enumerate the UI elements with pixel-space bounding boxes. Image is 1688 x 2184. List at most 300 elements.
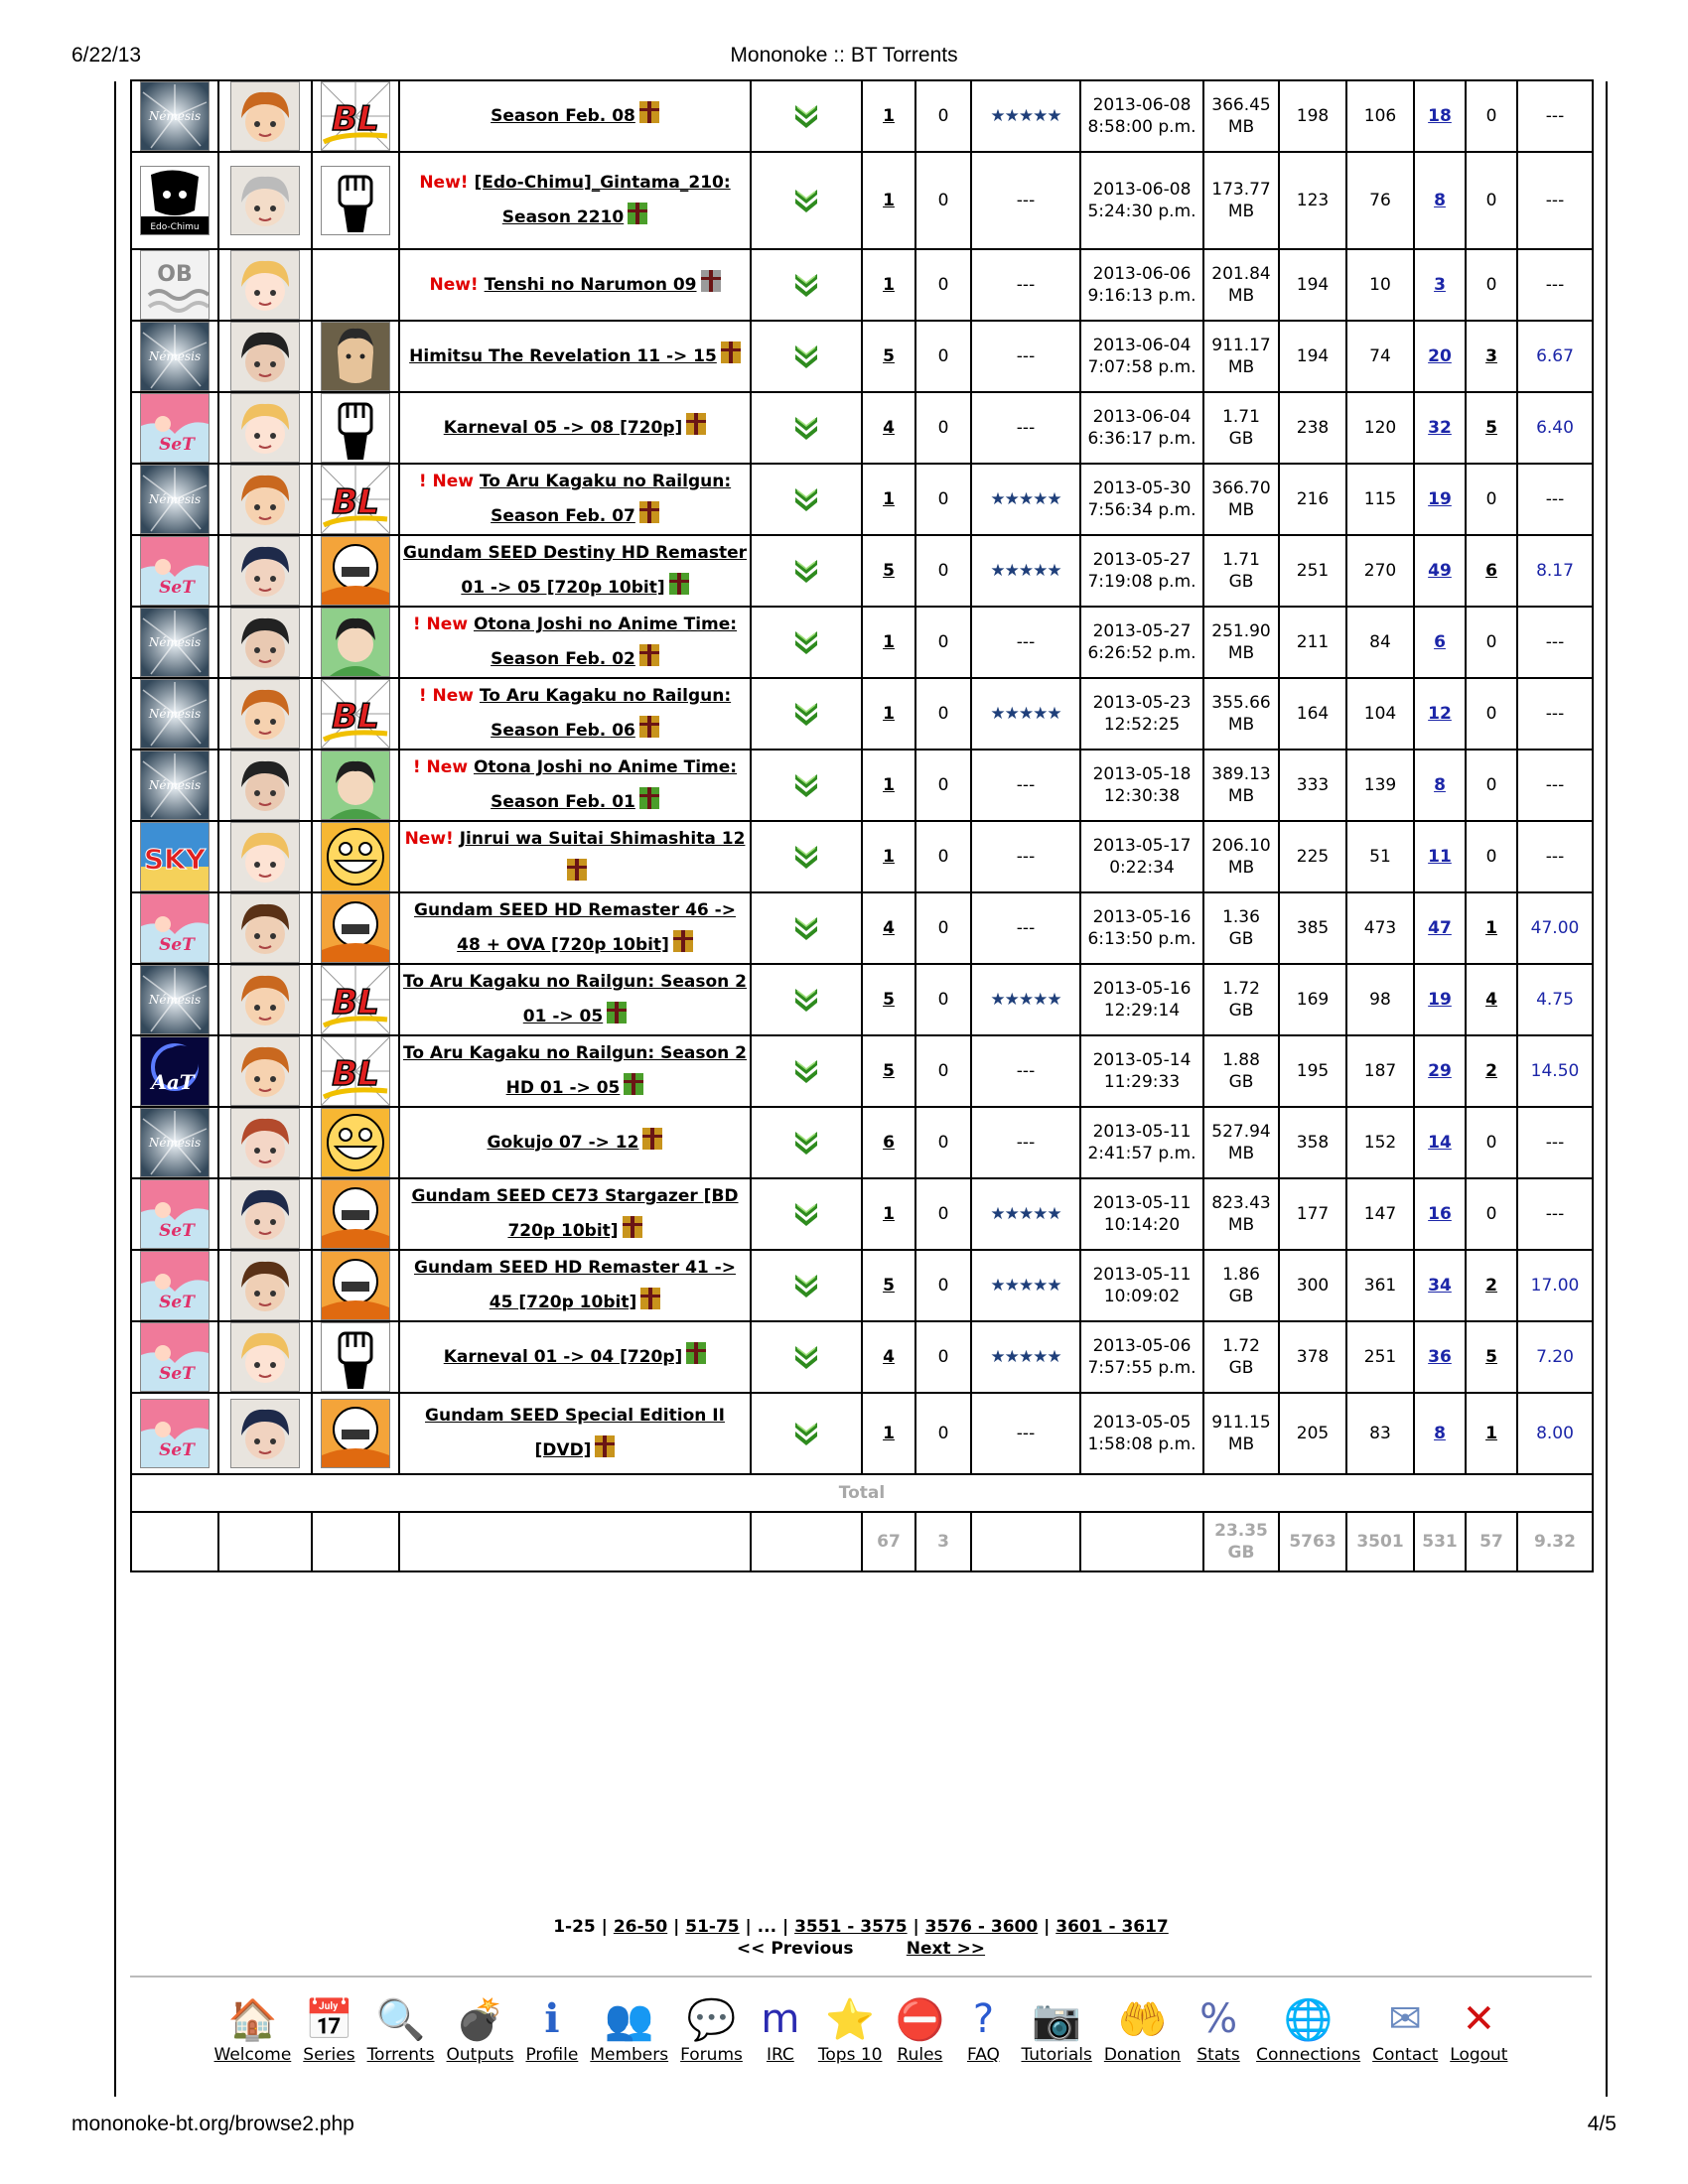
uploader-avatar[interactable] <box>218 535 312 607</box>
download-icon[interactable] <box>791 561 821 581</box>
group-avatar[interactable] <box>131 464 218 535</box>
uploader-avatar-icon <box>230 679 300 749</box>
uploader-avatar[interactable] <box>218 892 312 964</box>
ratio-cell: 47.00 <box>1517 892 1593 964</box>
svg-text:OB: OB <box>157 262 193 287</box>
uploader-avatar[interactable] <box>218 1321 312 1393</box>
torrent-name-link[interactable]: Otona Joshi no Anime Time: Season Feb. 01 <box>473 757 738 812</box>
group-avatar[interactable] <box>131 1178 218 1250</box>
group-avatar[interactable] <box>131 1321 218 1393</box>
download-cell[interactable] <box>751 464 862 535</box>
print-page-number: 4/5 <box>1587 2113 1617 2135</box>
svg-text:SeT: SeT <box>159 935 195 955</box>
group-avatar[interactable] <box>131 607 218 678</box>
completed-cell <box>1466 964 1517 1035</box>
nav-label[interactable]: Rules <box>897 2045 943 2065</box>
download-cell[interactable] <box>751 249 862 321</box>
files-link[interactable]: 1 <box>883 1204 895 1224</box>
nav-label[interactable]: Profile <box>525 2045 579 2065</box>
added-cell <box>1080 892 1203 964</box>
added-date: 2013-05-27 <box>1092 621 1192 641</box>
completed-link[interactable]: 4 <box>1485 990 1497 1010</box>
group-logo-icon <box>140 608 210 677</box>
added-date: 2013-05-11 <box>1092 1122 1192 1142</box>
added-date: 2013-05-16 <box>1092 907 1192 927</box>
files-link[interactable]: 1 <box>883 704 895 724</box>
files-link[interactable]: 1 <box>883 106 895 126</box>
download-icon[interactable] <box>791 632 821 652</box>
uploader-avatar-icon <box>230 536 300 606</box>
svg-text:BL: BL <box>332 1054 379 1094</box>
uploader-avatar[interactable] <box>218 821 312 892</box>
torrent-name-link[interactable]: Tenshi no Narumon 09 <box>484 274 697 295</box>
group-avatar[interactable] <box>131 964 218 1035</box>
added-date: 2013-05-27 <box>1092 550 1192 570</box>
size-value: 1.72 <box>1222 979 1260 999</box>
leechers-link[interactable]: 36 <box>1428 1347 1452 1367</box>
group-avatar[interactable] <box>131 678 218 750</box>
svg-text:Némesis: Némesis <box>148 707 202 721</box>
category-avatar <box>312 750 399 821</box>
uploader-avatar[interactable] <box>218 392 312 464</box>
completed-link[interactable]: 2 <box>1485 1061 1497 1081</box>
next-page-link[interactable]: Next >> <box>906 1939 986 1959</box>
group-avatar[interactable] <box>131 1035 218 1107</box>
size-value: 206.10 <box>1211 836 1271 856</box>
nav-label[interactable]: Outputs <box>446 2045 514 2065</box>
uploader-avatar-icon <box>230 166 300 235</box>
nav-item-forums[interactable] <box>680 1993 743 2065</box>
gift-icon <box>640 1288 660 1309</box>
leechers-link[interactable]: 16 <box>1428 1204 1452 1224</box>
leechers-cell <box>1414 607 1466 678</box>
prev-page-link[interactable]: << Previous <box>736 1939 854 1959</box>
group-avatar[interactable] <box>131 249 218 321</box>
torrent-name-link[interactable]: Karneval 01 -> 04 [720p] <box>443 1346 683 1367</box>
ratio-cell: 17.00 <box>1517 1250 1593 1321</box>
added-cell <box>1080 321 1203 392</box>
help-icon[interactable]: ? <box>972 1996 995 2042</box>
download-cell[interactable] <box>751 678 862 750</box>
rating-cell: ★★★★★ <box>971 678 1080 750</box>
download-icon[interactable] <box>791 1133 821 1153</box>
download-cell[interactable] <box>751 152 862 249</box>
category-avatar <box>312 1107 399 1178</box>
leechers-link[interactable]: 8 <box>1434 191 1446 210</box>
download-icon[interactable] <box>791 191 821 210</box>
download-cell[interactable] <box>751 1178 862 1250</box>
leechers-link[interactable]: 47 <box>1428 918 1452 938</box>
nav-item-rules[interactable] <box>894 1993 945 2065</box>
added-time: 10:14:20 <box>1103 1215 1181 1235</box>
download-cell[interactable] <box>751 1321 862 1393</box>
uploader-avatar[interactable] <box>218 1035 312 1107</box>
added-time: 12:52:25 <box>1103 715 1181 735</box>
completed-link[interactable]: 5 <box>1485 418 1497 438</box>
nav-item-irc[interactable] <box>755 1993 806 2065</box>
torrent-name-link[interactable]: Jinrui wa Suitai Shimashita 12 <box>459 829 746 849</box>
group-avatar[interactable] <box>131 750 218 821</box>
page-link-51-75[interactable]: 51-75 <box>685 1917 740 1937</box>
leechers-link[interactable]: 20 <box>1428 346 1452 366</box>
files-link[interactable]: 6 <box>883 1133 895 1153</box>
completed-link[interactable]: 1 <box>1485 918 1497 938</box>
torrent-name-link[interactable]: [Edo-Chimu]_Gintama_210: Season 2210 <box>474 173 731 227</box>
category-avatar <box>312 249 399 321</box>
download-icon[interactable] <box>791 418 821 438</box>
uploader-avatar[interactable] <box>218 1393 312 1474</box>
download-cell[interactable] <box>751 1393 862 1474</box>
download-icon[interactable] <box>791 1204 821 1224</box>
uploader-avatar[interactable] <box>218 678 312 750</box>
comments-cell: 0 <box>915 964 971 1035</box>
group-avatar[interactable] <box>131 392 218 464</box>
new-badge: New! <box>404 829 454 849</box>
torrent-name-link[interactable]: Gundam SEED CE73 Stargazer [BD 720p 10bit] <box>411 1186 739 1241</box>
torrent-name-link[interactable]: To Aru Kagaku no Railgun: Season 2 HD 01 -> 05 <box>402 1043 747 1098</box>
snatched-cell: 195 <box>1279 1035 1346 1107</box>
info-icon[interactable]: ℹ <box>544 1996 560 2042</box>
added-date: 2013-06-04 <box>1092 407 1192 427</box>
completed-cell: 0 <box>1466 678 1517 750</box>
members-icon[interactable]: 👥 <box>604 1996 654 2043</box>
added-time: 7:56:34 p.m. <box>1087 500 1196 520</box>
download-cell[interactable] <box>751 964 862 1035</box>
ratio-cell: 14.50 <box>1517 1035 1593 1107</box>
uploader-avatar-icon <box>230 965 300 1034</box>
leechers-link[interactable]: 32 <box>1428 418 1452 438</box>
nav-label[interactable]: Tutorials <box>1021 2045 1092 2065</box>
size-cell <box>1203 152 1279 249</box>
nav-item-tutorials[interactable] <box>1021 1993 1091 2065</box>
snatched-cell: 177 <box>1279 1178 1346 1250</box>
torrent-name-link[interactable]: Karneval 05 -> 08 [720p] <box>443 417 683 438</box>
rating-cell: ★★★★★ <box>971 535 1080 607</box>
globe-icon[interactable]: 🌐 <box>1283 1996 1334 2043</box>
uploader-avatar[interactable] <box>218 964 312 1035</box>
download-icon[interactable] <box>791 704 821 724</box>
size-unit: MB <box>1227 715 1255 735</box>
size-value: 527.94 <box>1211 1122 1271 1142</box>
close-icon[interactable]: ✕ <box>1462 1996 1496 2042</box>
nav-item-torrents[interactable] <box>367 1993 435 2065</box>
torrent-name-link[interactable]: To Aru Kagaku no Railgun: Season Feb. 06 <box>479 686 732 741</box>
download-icon[interactable] <box>791 775 821 795</box>
files-link[interactable]: 5 <box>883 561 895 581</box>
table-row <box>131 964 1593 1035</box>
size-unit: MB <box>1227 858 1255 878</box>
nav-label[interactable]: Connections <box>1256 2045 1361 2065</box>
nav-item-donation[interactable] <box>1104 1993 1181 2065</box>
category-badge-icon <box>321 1179 390 1249</box>
uploader-avatar[interactable] <box>218 321 312 392</box>
uploader-avatar-icon <box>230 393 300 463</box>
webcam-icon[interactable]: 📷 <box>1032 1996 1082 2043</box>
nav-label[interactable]: Tops 10 <box>817 2045 883 2065</box>
completed-cell <box>1466 321 1517 392</box>
nav-item-series[interactable] <box>303 1993 354 2065</box>
download-icon[interactable] <box>791 346 821 366</box>
nav-label[interactable]: Forums <box>680 2045 743 2065</box>
nav-item-faq[interactable] <box>957 1993 1009 2065</box>
download-cell[interactable] <box>751 821 862 892</box>
gift-icon <box>639 101 659 123</box>
nav-label[interactable]: Members <box>590 2045 669 2065</box>
group-logo-icon <box>140 166 210 235</box>
seeders-cell: 187 <box>1346 1035 1414 1107</box>
download-cell[interactable] <box>751 392 862 464</box>
size-cell <box>1203 321 1279 392</box>
group-avatar[interactable] <box>131 80 218 152</box>
uploader-avatar[interactable] <box>218 1178 312 1250</box>
added-date: 2013-06-04 <box>1092 336 1192 355</box>
files-link[interactable]: 5 <box>883 1276 895 1296</box>
download-icon[interactable] <box>791 918 821 938</box>
leechers-link[interactable]: 14 <box>1428 1133 1452 1153</box>
size-value: 251.90 <box>1211 621 1271 641</box>
gift-icon <box>721 341 741 363</box>
files-cell <box>862 892 915 964</box>
page-link-3601-3617[interactable]: 3601 - 3617 <box>1055 1917 1169 1937</box>
category-badge-icon <box>321 965 390 1034</box>
files-cell <box>862 678 915 750</box>
added-cell <box>1080 1250 1203 1321</box>
leechers-link[interactable]: 29 <box>1428 1061 1452 1081</box>
uploader-avatar[interactable] <box>218 1250 312 1321</box>
files-link[interactable]: 4 <box>883 418 895 438</box>
files-link[interactable]: 1 <box>883 489 895 509</box>
completed-link[interactable]: 2 <box>1485 1276 1497 1296</box>
completed-link[interactable]: 6 <box>1485 561 1497 581</box>
seeders-cell: 104 <box>1346 678 1414 750</box>
group-avatar[interactable] <box>131 321 218 392</box>
completed-link[interactable]: 1 <box>1485 1424 1497 1443</box>
files-link[interactable]: 5 <box>883 990 895 1010</box>
svg-text:Némesis: Némesis <box>148 1136 202 1150</box>
rating-cell: ★★★★★ <box>971 1178 1080 1250</box>
files-link[interactable]: 1 <box>883 1424 895 1443</box>
nav-label[interactable]: Welcome <box>213 2045 292 2065</box>
gift-icon <box>639 644 659 666</box>
mail-icon[interactable]: ✉ <box>1388 1996 1422 2042</box>
seeders-cell: 10 <box>1346 249 1414 321</box>
snatched-cell: 251 <box>1279 535 1346 607</box>
download-cell[interactable] <box>751 892 862 964</box>
uploader-avatar[interactable] <box>218 607 312 678</box>
group-avatar[interactable] <box>131 1393 218 1474</box>
nav-label[interactable]: Contact <box>1372 2045 1439 2065</box>
nav-item-profile[interactable] <box>525 1993 578 2065</box>
download-cell[interactable] <box>751 321 862 392</box>
added-time: 8:58:00 p.m. <box>1087 117 1196 137</box>
download-icon[interactable] <box>791 1276 821 1296</box>
files-cell <box>862 1250 915 1321</box>
uploader-avatar[interactable] <box>218 464 312 535</box>
comments-cell: 0 <box>915 80 971 152</box>
download-icon[interactable] <box>791 990 821 1010</box>
torrent-name-link[interactable]: To Aru Kagaku no Railgun: Season Feb. 07 <box>479 472 732 526</box>
total-ratio: 9.32 <box>1517 1512 1593 1571</box>
leechers-link[interactable]: 3 <box>1434 275 1446 295</box>
category-avatar <box>312 80 399 152</box>
files-link[interactable]: 1 <box>883 847 895 867</box>
comments-cell: 0 <box>915 535 971 607</box>
page-link-26-50[interactable]: 26-50 <box>613 1917 668 1937</box>
nav-item-connections[interactable] <box>1256 1993 1360 2065</box>
nav-item-outputs[interactable] <box>447 1993 514 2065</box>
svg-text:SeT: SeT <box>159 1364 195 1384</box>
download-cell[interactable] <box>751 750 862 821</box>
irc-icon[interactable]: m <box>761 1996 800 2042</box>
group-logo-icon <box>140 822 210 891</box>
category-avatar <box>312 152 399 249</box>
category-avatar <box>312 1035 399 1107</box>
torrent-name-link[interactable]: Season Feb. 08 <box>491 105 635 126</box>
size-unit: MB <box>1227 202 1255 221</box>
nav-label[interactable]: Series <box>303 2045 355 2065</box>
files-link[interactable]: 5 <box>883 346 895 366</box>
leechers-link[interactable]: 8 <box>1434 1424 1446 1443</box>
group-avatar[interactable] <box>131 1107 218 1178</box>
download-cell[interactable] <box>751 1035 862 1107</box>
nav-label[interactable]: Donation <box>1103 2045 1182 2065</box>
torrent-name-link[interactable]: To Aru Kagaku no Railgun: Season 2 01 -> 05 <box>402 972 747 1026</box>
group-avatar[interactable] <box>131 152 218 249</box>
category-avatar <box>312 392 399 464</box>
torrent-name-link[interactable]: Gundam SEED Special Edition II [DVD] <box>425 1406 725 1460</box>
files-cell <box>862 750 915 821</box>
files-link[interactable]: 1 <box>883 191 895 210</box>
files-cell <box>862 80 915 152</box>
page-link-3576-3600[interactable]: 3576 - 3600 <box>924 1917 1039 1937</box>
donation-icon[interactable]: 🤲 <box>1117 1996 1168 2043</box>
torrent-name-link[interactable]: Himitsu The Revelation 11 -> 15 <box>409 345 717 366</box>
download-icon[interactable] <box>791 106 821 126</box>
leechers-link[interactable]: 12 <box>1428 704 1452 724</box>
group-avatar[interactable] <box>131 535 218 607</box>
bomb-icon[interactable]: 💣 <box>455 1996 505 2043</box>
download-cell[interactable] <box>751 80 862 152</box>
seeders-cell: 152 <box>1346 1107 1414 1178</box>
completed-link[interactable]: 5 <box>1485 1347 1497 1367</box>
page-link-3551-3575[interactable]: 3551 - 3575 <box>794 1917 908 1937</box>
leechers-link[interactable]: 8 <box>1434 775 1446 795</box>
comments-cell: 0 <box>915 152 971 249</box>
nav-item-tops-10[interactable] <box>818 1993 883 2065</box>
torrent-name-link[interactable]: Gundam SEED HD Remaster 41 -> 45 [720p 10bit] <box>414 1258 736 1312</box>
star-icon[interactable]: ⭐ <box>825 1996 876 2043</box>
torrent-name-link[interactable]: Gundam SEED Destiny HD Remaster 01 -> 05 [720p 10bit] <box>403 543 747 598</box>
total-empty <box>218 1512 312 1571</box>
percent-icon[interactable]: % <box>1199 1996 1238 2042</box>
files-link[interactable]: 4 <box>883 918 895 938</box>
search-icon[interactable]: 🔍 <box>375 1996 426 2043</box>
nav-label[interactable]: Logout <box>1450 2045 1508 2065</box>
uploader-avatar[interactable] <box>218 1107 312 1178</box>
download-icon[interactable] <box>791 847 821 867</box>
nav-label[interactable]: FAQ <box>967 2045 1000 2065</box>
size-value: 911.15 <box>1211 1413 1271 1433</box>
svg-text:Némesis: Némesis <box>148 349 202 363</box>
group-avatar[interactable] <box>131 821 218 892</box>
home-icon[interactable]: 🏠 <box>227 1996 278 2043</box>
torrent-name-link[interactable]: Gundam SEED HD Remaster 46 -> 48 + OVA [720p 10bit] <box>414 900 736 955</box>
download-cell[interactable] <box>751 535 862 607</box>
no-icon[interactable]: ⛔ <box>895 1996 945 2043</box>
files-link[interactable]: 1 <box>883 632 895 652</box>
leechers-link[interactable]: 6 <box>1434 632 1446 652</box>
group-avatar[interactable] <box>131 1250 218 1321</box>
download-cell[interactable] <box>751 1250 862 1321</box>
group-avatar[interactable] <box>131 892 218 964</box>
nav-label[interactable]: Torrents <box>366 2045 435 2065</box>
category-badge-icon <box>321 1251 390 1320</box>
group-logo-icon <box>140 322 210 391</box>
download-cell[interactable] <box>751 1107 862 1178</box>
nav-item-welcome[interactable] <box>214 1993 292 2065</box>
gift-icon <box>607 1002 627 1024</box>
snatched-cell: 169 <box>1279 964 1346 1035</box>
table-row <box>131 1178 1593 1250</box>
download-icon[interactable] <box>791 1061 821 1081</box>
uploader-avatar[interactable] <box>218 750 312 821</box>
leechers-link[interactable]: 19 <box>1428 489 1452 509</box>
uploader-avatar[interactable] <box>218 249 312 321</box>
uploader-avatar[interactable] <box>218 152 312 249</box>
nav-label[interactable]: Stats <box>1196 2045 1240 2065</box>
left-border <box>114 81 116 2097</box>
completed-cell <box>1466 1250 1517 1321</box>
leechers-link[interactable]: 49 <box>1428 561 1452 581</box>
size-value: 1.86 <box>1222 1265 1260 1285</box>
torrent-name-link[interactable]: Otona Joshi no Anime Time: Season Feb. 02 <box>473 614 738 669</box>
torrent-name-link[interactable]: Gokujo 07 -> 12 <box>487 1132 639 1153</box>
nav-item-members[interactable] <box>590 1993 668 2065</box>
leechers-link[interactable]: 11 <box>1428 847 1452 867</box>
comments-cell: 0 <box>915 1178 971 1250</box>
files-link[interactable]: 4 <box>883 1347 895 1367</box>
category-avatar <box>312 1250 399 1321</box>
leechers-cell <box>1414 80 1466 152</box>
leechers-link[interactable]: 34 <box>1428 1276 1452 1296</box>
added-date: 2013-05-30 <box>1092 478 1192 498</box>
rating-cell: --- <box>971 1035 1080 1107</box>
leechers-link[interactable]: 19 <box>1428 990 1452 1010</box>
new-badge: ! New <box>418 686 474 706</box>
nav-label[interactable]: IRC <box>766 2045 794 2065</box>
ratio-cell: --- <box>1517 152 1593 249</box>
table-row <box>131 249 1593 321</box>
nav-item-logout[interactable] <box>1450 1993 1507 2065</box>
nav-item-stats[interactable] <box>1193 1993 1244 2065</box>
svg-text:SeT: SeT <box>159 578 195 598</box>
nav-item-contact[interactable] <box>1372 1993 1438 2065</box>
download-icon[interactable] <box>791 1424 821 1443</box>
files-link[interactable]: 1 <box>883 275 895 295</box>
download-icon[interactable] <box>791 489 821 509</box>
forums-icon[interactable]: 💬 <box>686 1996 737 2043</box>
download-icon[interactable] <box>791 275 821 295</box>
files-link[interactable]: 5 <box>883 1061 895 1081</box>
completed-link[interactable]: 3 <box>1485 346 1497 366</box>
series-icon[interactable]: 📅 <box>304 1996 354 2043</box>
leechers-link[interactable]: 18 <box>1428 106 1452 126</box>
download-cell[interactable] <box>751 607 862 678</box>
uploader-avatar[interactable] <box>218 80 312 152</box>
download-icon[interactable] <box>791 1347 821 1367</box>
added-time: 10:09:02 <box>1103 1287 1181 1306</box>
files-link[interactable]: 1 <box>883 775 895 795</box>
